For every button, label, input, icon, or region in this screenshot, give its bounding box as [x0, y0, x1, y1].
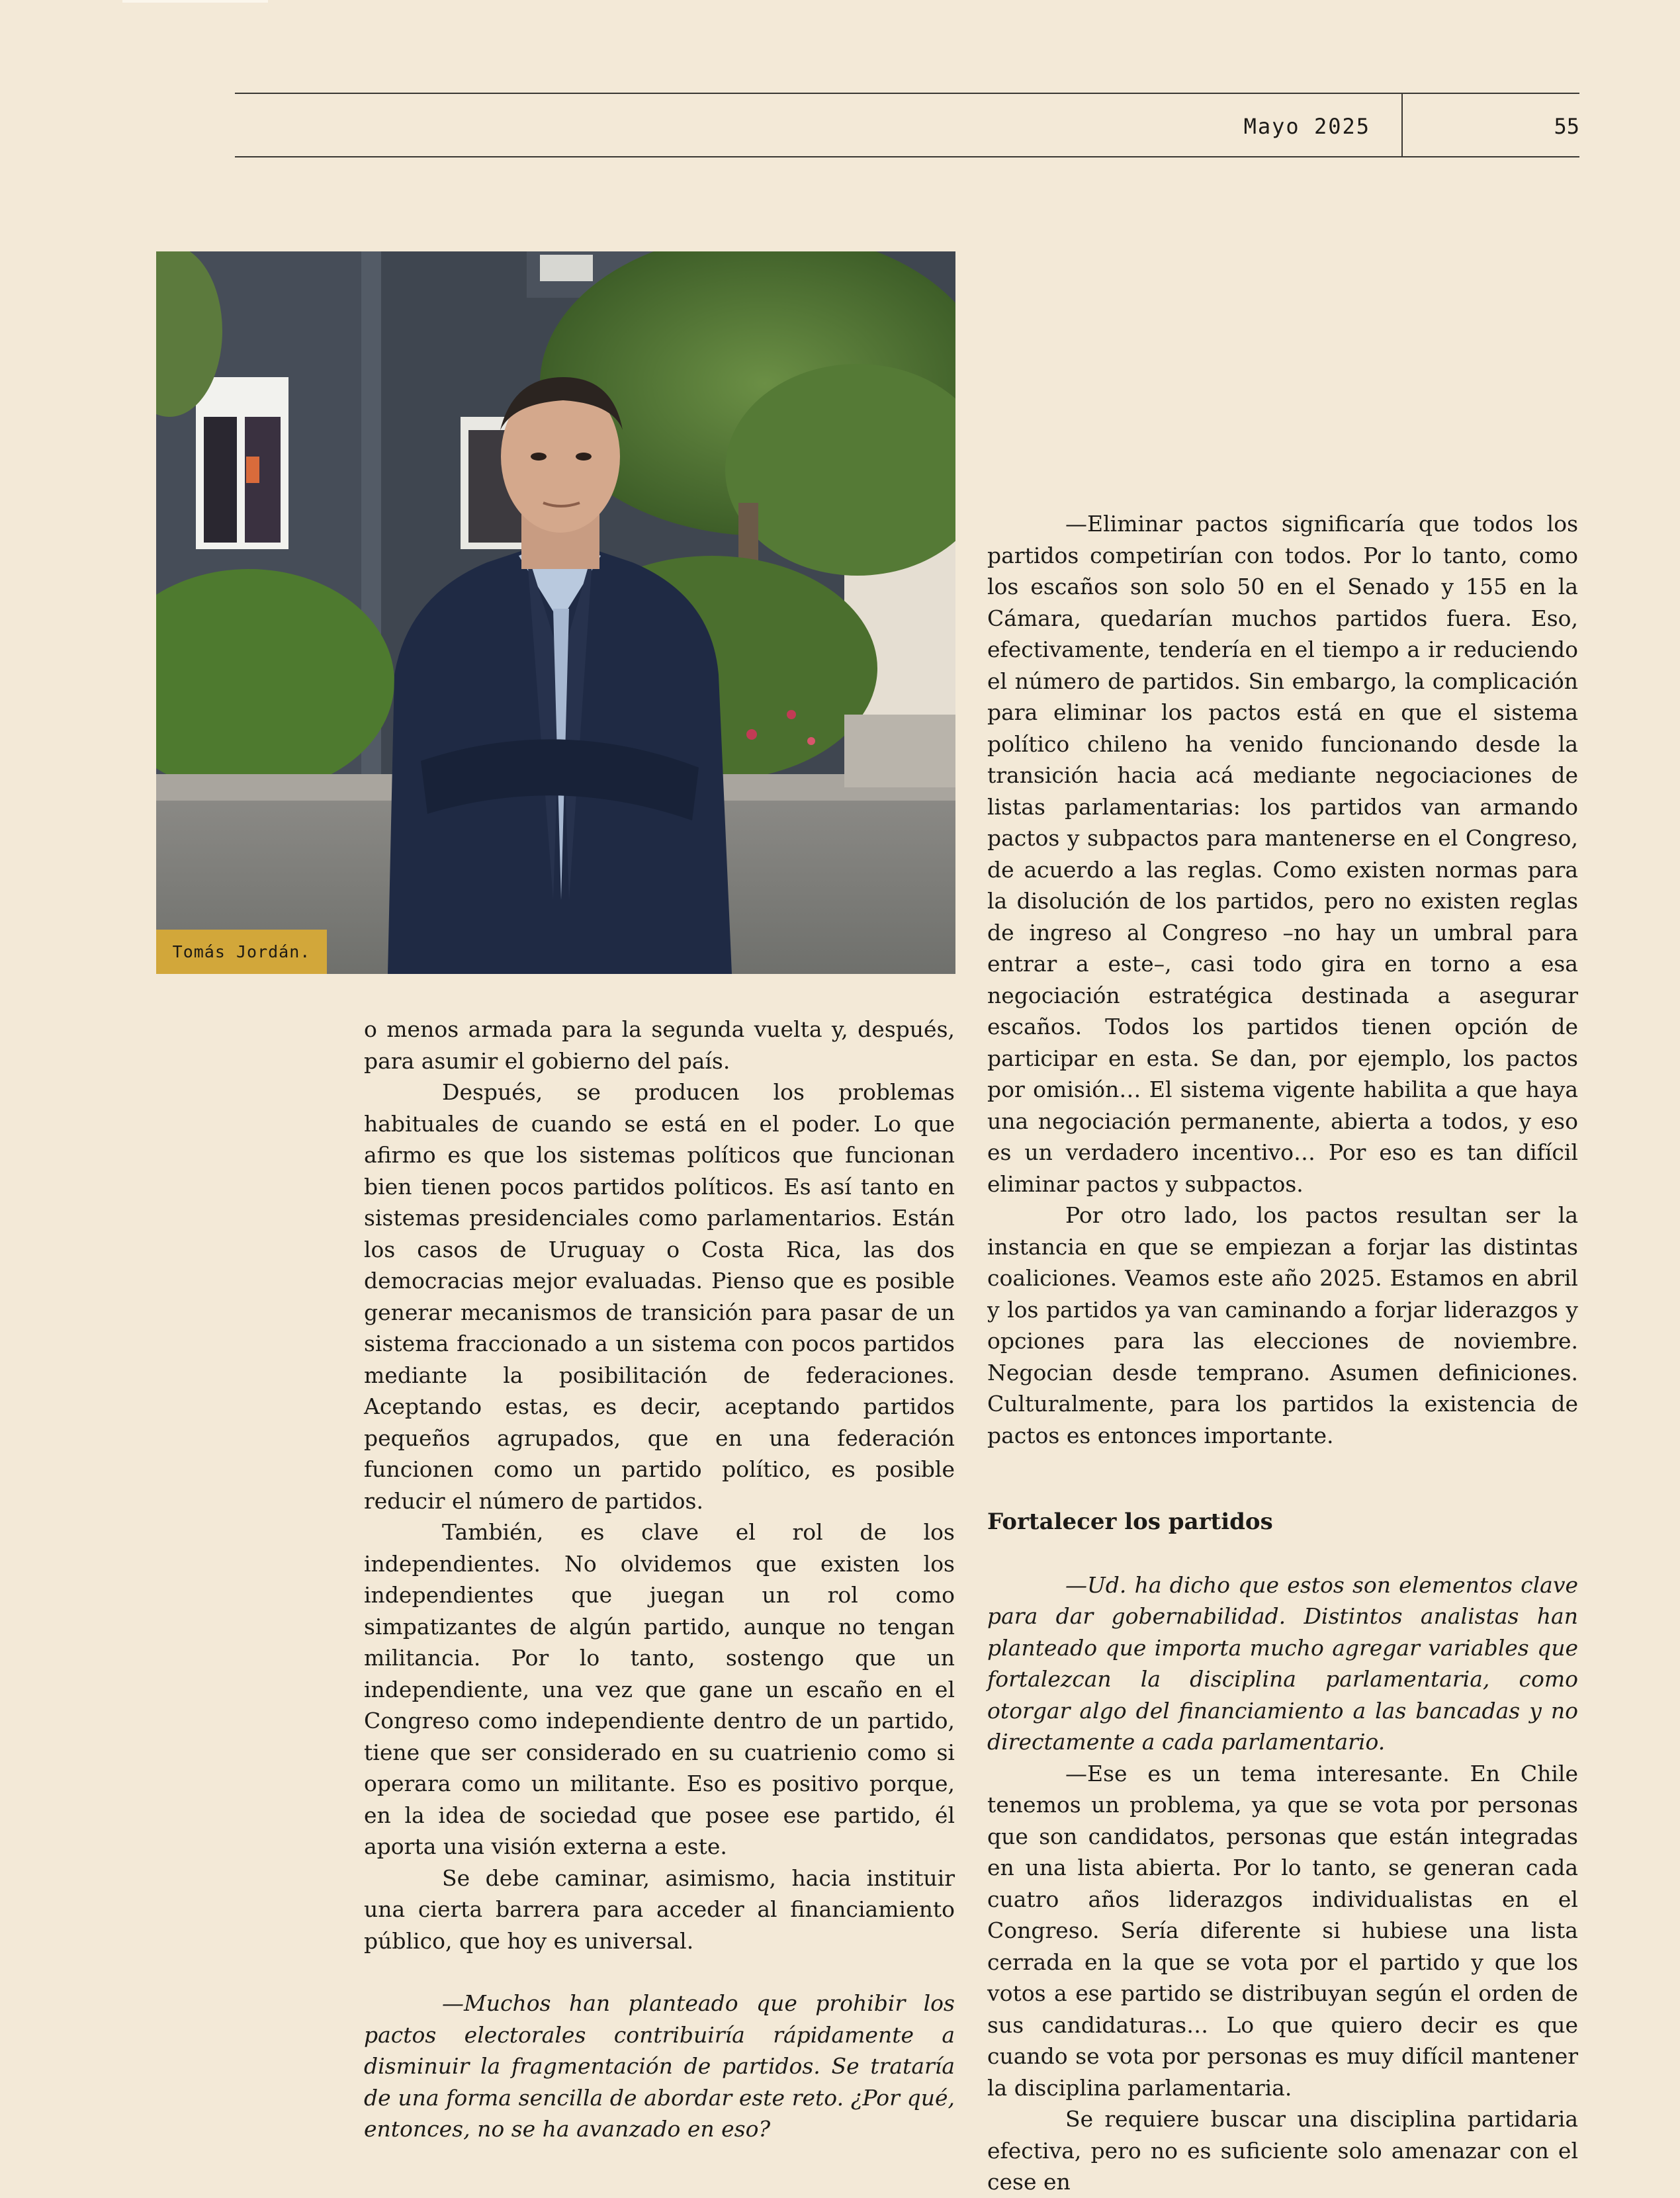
header-rule-bottom	[235, 156, 1579, 157]
left-paragraph-2: Después, se producen los problemas habituales de cuando se está en el poder. Lo que afirmo es que los sistemas políticos que funcionan bien tienen pocos partidos políticos. Es así tanto en sistemas presidenciales como parlamentarios. Están los casos de Uruguay o Costa Rica, las dos democracias mejor evaluadas. Pienso que es posible generar mecanismos de transición para pasar de un sistema fraccionado a un sistema con pocos partidos mediante la posibilitación de federaciones. Aceptando estas, es decir, aceptando partidos pequeños agrupados, que en una federación funcionen como un partido político, es posible reducir el número de partidos.	[364, 1079, 955, 1514]
portrait-photo	[156, 251, 955, 974]
header-separator	[1401, 93, 1403, 157]
left-paragraph-1: o menos armada para la segunda vuelta y, después, para asumir el gobierno del país.	[364, 1016, 955, 1074]
header-rule-top	[235, 93, 1579, 94]
section-heading: Fortalecer los partidos	[987, 1509, 1273, 1535]
issue-date: Mayo 2025	[1243, 114, 1370, 139]
left-column	[364, 1014, 955, 2145]
left-paragraph-3: También, es clave el rol de los independientes. No olvidemos que existen los independientes que juegan un rol como simpatizantes de algún partido, aunque no tengan militancia. Por lo tanto, sostengo que un independiente, una vez que gane un escaño en el Congreso como independiente dentro de un partido, tiene que ser considerado en su cuatrienio como si operara como un militante. Eso es positivo porque, en la idea de sociedad que posee ese partido, él aporta una visión externa a este.	[364, 1519, 955, 1859]
right-paragraph-3: —Ese es un tema interesante. En Chile tenemos un problema, ya que se vota por personas que son candidatos, personas que están integradas en una lista abierta. Por lo tanto, se generan cada cuatro años liderazgos individualistas en el Congreso. Sería diferente si hubiese una lista cerrada en la que se vota por el partido y que los votos a ese partido se distribuyan según el orden de sus candidaturas… Lo que quiero decir es que cuando se vota por personas es muy difícil mantener la disciplina parlamentaria.	[987, 1760, 1578, 2101]
right-paragraph-1: —Eliminar pactos significaría que todos los partidos competirían con todos. Por lo tanto, como los escaños son solo 50 en el Senado y 155 en la Cámara, quedarían muchos partidos fuera. Eso, efectivamente, tendería en el tiempo a ir reduciendo el número de partidos. Sin embargo, la complicación para eliminar los pactos está en que el sistema político chileno ha venido funcionando desde la transición hacia acá mediante negociaciones de listas parlamentarias: los partidos van armando pactos y subpactos para mantenerse en el Congreso, de acuerdo a las reglas. Como existen normas para la disolución de los partidos, pero no existen reglas de ingreso al Congreso –no hay un umbral para entrar a este–, casi todo gira en torno a esa negociación estratégica destinada a asegurar escaños. Todos los partidos tienen opción de participar en esta. Se dan, por ejemplo, los pactos por omisión… El sistema vigente habilita a que haya una negociación permanente, abierta a todos, y eso es un verdadero incentivo… Por eso es tan difícil eliminar pactos y subpactos.	[987, 511, 1578, 1197]
page-number: 55	[1554, 114, 1579, 139]
right-paragraph-4: Se requiere buscar una disciplina partidaria efectiva, pero no es suficiente solo amenazar con el cese en	[987, 2106, 1578, 2195]
corner-mark	[122, 0, 268, 3]
photo-caption: Tomás Jordán.	[156, 930, 327, 974]
left-question-1: —Muchos han planteado que prohibir los pactos electorales contribuiría rápidamente a disminuir la fragmentación de partidos. Se trataría de una forma sencilla de abordar este reto. ¿Por qué, entonces, no se ha avanzado en eso?	[364, 1990, 955, 2142]
right-question-1: —Ud. ha dicho que estos son elementos clave para dar gobernabilidad. Distintos analistas han planteado que importa mucho agregar variables que fortalezcan la disciplina parlamentaria, como otorgar algo del financiamiento a las bancadas y no directamente a cada parlamentario.	[987, 1571, 1578, 1755]
right-column	[987, 508, 1578, 2198]
left-paragraph-4: Se debe caminar, asimismo, hacia instituir una cierta barrera para acceder al financiamiento público, que hoy es universal.	[364, 1865, 955, 1954]
right-paragraph-2: Por otro lado, los pactos resultan ser la instancia en que se empiezan a forjar las distintas coaliciones. Veamos este año 2025. Estamos en abril y los partidos ya van caminando a forjar liderazgos y opciones para las elecciones de noviembre. Negocian desde temprano. Asumen definiciones. Culturalmente, para los partidos la existencia de pactos es entonces importante.	[987, 1202, 1578, 1448]
